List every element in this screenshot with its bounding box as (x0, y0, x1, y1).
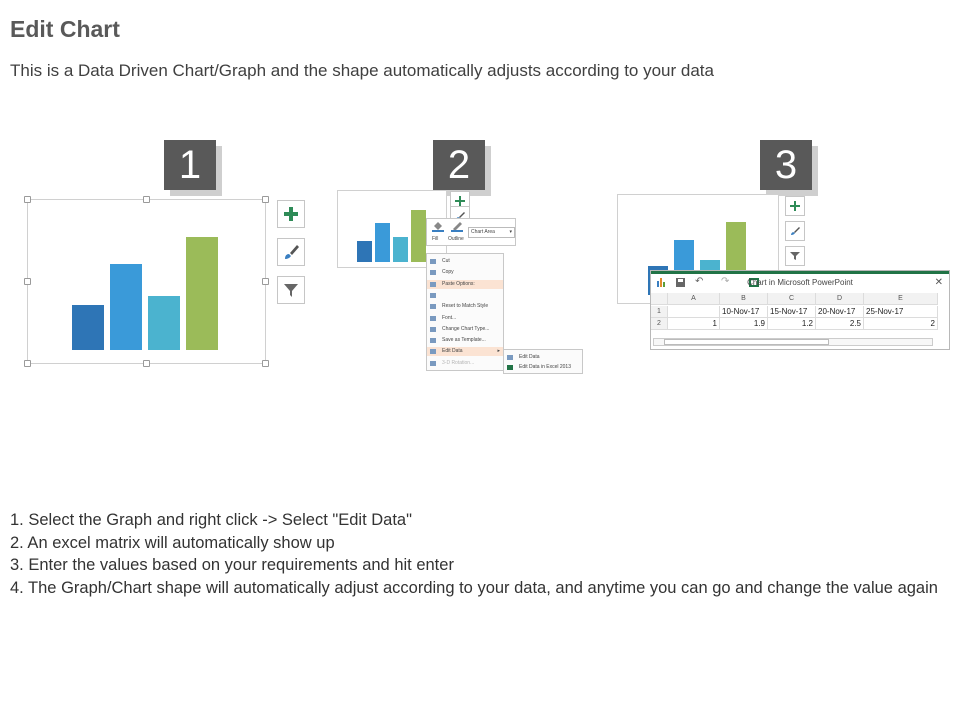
chart-bar[interactable] (411, 210, 426, 262)
plus-icon (283, 206, 299, 222)
menu-item-icon (430, 361, 436, 366)
spreadsheet-cell[interactable]: 2.5 (816, 318, 864, 330)
instruction-step-4: 4. The Graph/Chart shape will automatically adjust according to your data, and anytime you can go and change the value again (10, 578, 938, 597)
menu-item-icon (430, 327, 436, 332)
chart-filter-button[interactable] (785, 246, 805, 266)
spreadsheet-cell[interactable]: 2 (864, 318, 938, 330)
excel-icon (507, 365, 513, 370)
excel-window-title: Chart in Microsoft PowerPoint (747, 278, 853, 287)
page-subtitle: This is a Data Driven Chart/Graph and the shape automatically adjusts according to your data (10, 61, 714, 80)
excel-titlebar (651, 271, 949, 291)
menu-item-label: Copy (442, 269, 454, 276)
step-badge-3: 3 (760, 140, 812, 190)
chart-bar[interactable] (393, 237, 408, 262)
chart-style-button[interactable] (277, 238, 305, 266)
menu-item-label: Change Chart Type... (442, 325, 490, 332)
filter-icon (790, 251, 800, 261)
column-header[interactable]: B (720, 293, 768, 305)
plus-icon (790, 201, 800, 211)
plus-icon (455, 196, 465, 206)
chart-element-dropdown[interactable] (468, 227, 515, 238)
redo-icon[interactable]: ↷ (721, 276, 730, 287)
context-menu-item[interactable] (427, 336, 503, 345)
menu-item-icon (430, 316, 436, 321)
menu-item-icon (430, 304, 436, 309)
fill-label[interactable]: Fill (432, 236, 439, 242)
add-chart-element-button[interactable] (277, 200, 305, 228)
menu-item-label: Font... (442, 314, 457, 321)
submenu-item-edit-in-excel[interactable]: Edit Data in Excel 2013 (504, 363, 582, 372)
add-chart-element-button[interactable] (785, 196, 805, 216)
submenu-item-edit-data[interactable]: Edit Data (504, 353, 582, 362)
context-menu-item[interactable] (427, 291, 503, 300)
menu-item-label: Edit Data (442, 348, 463, 355)
column-header[interactable]: C (768, 293, 816, 305)
spreadsheet-cell[interactable]: 1 (668, 318, 720, 330)
brush-icon (790, 226, 800, 236)
spreadsheet-cell[interactable] (668, 306, 720, 318)
resize-handle[interactable] (143, 196, 150, 203)
resize-handle[interactable] (262, 196, 269, 203)
chevron-down-icon: ▾ (509, 229, 512, 235)
context-menu (426, 253, 504, 371)
step-badge-1: 1 (164, 140, 216, 190)
excel-data-window (650, 270, 950, 350)
context-menu-item[interactable] (427, 280, 503, 289)
step-badge-2: 2 (433, 140, 485, 190)
edit-data-submenu (503, 349, 583, 374)
chart-bar[interactable] (148, 296, 180, 350)
menu-item-label: 3-D Rotation... (442, 359, 475, 366)
resize-handle[interactable] (24, 360, 31, 367)
chart-bar[interactable] (357, 241, 372, 262)
outline-pen-icon (451, 222, 463, 232)
context-menu-item[interactable] (427, 257, 503, 266)
row-header[interactable]: 2 (651, 318, 668, 330)
column-header[interactable]: A (668, 293, 720, 305)
chart-style-button[interactable] (785, 221, 805, 241)
menu-item-icon (430, 270, 436, 275)
menu-item-label: Paste Options: (442, 280, 475, 287)
menu-item-icon (430, 338, 436, 343)
menu-item-label: Save as Template... (442, 337, 486, 344)
chart-bar[interactable] (186, 237, 218, 350)
close-icon[interactable]: ✕ (934, 277, 943, 288)
brush-icon (282, 243, 300, 261)
spreadsheet-cell[interactable]: 25-Nov-17 (864, 306, 938, 318)
select-all-corner[interactable] (651, 293, 668, 305)
scrollbar-thumb[interactable] (664, 339, 829, 345)
menu-item-label: Reset to Match Style (442, 303, 489, 310)
resize-handle[interactable] (24, 196, 31, 203)
menu-item-icon (430, 293, 436, 298)
menu-item-icon (430, 282, 436, 287)
context-menu-item[interactable] (427, 314, 503, 323)
table-icon (507, 355, 513, 360)
fill-bucket-icon (432, 222, 444, 232)
context-menu-item[interactable] (427, 325, 503, 334)
chevron-right-icon: ▸ (497, 348, 500, 355)
spreadsheet-cell[interactable]: 15-Nov-17 (768, 306, 816, 318)
context-menu-item[interactable] (427, 359, 503, 368)
chart-bar[interactable] (110, 264, 142, 350)
outline-label[interactable]: Outline (448, 236, 464, 242)
chart-bar[interactable] (72, 305, 104, 350)
resize-handle[interactable] (24, 278, 31, 285)
instruction-step-1: 1. Select the Graph and right click -> Select "Edit Data" (10, 511, 412, 529)
resize-handle[interactable] (262, 360, 269, 367)
column-header[interactable]: D (816, 293, 864, 305)
dropdown-value: Chart Area (471, 229, 495, 235)
resize-handle[interactable] (262, 278, 269, 285)
instructions-list (10, 509, 945, 599)
context-menu-item[interactable] (427, 347, 503, 356)
instruction-step-3: 3. Enter the values based on your requirements and hit enter (10, 556, 454, 574)
spreadsheet-cell[interactable]: 1.9 (720, 318, 768, 330)
instruction-step-2: 2. An excel matrix will automatically show up (10, 533, 335, 552)
filter-icon (282, 281, 300, 299)
chart-frame-1[interactable] (27, 199, 266, 364)
context-menu-item[interactable] (427, 302, 503, 311)
spreadsheet-cell[interactable]: 1.2 (768, 318, 816, 330)
spreadsheet-cell[interactable]: 20-Nov-17 (816, 306, 864, 318)
context-menu-item[interactable] (427, 268, 503, 277)
chart-filter-button[interactable] (277, 276, 305, 304)
undo-icon[interactable]: ↶ (695, 276, 704, 287)
menu-item-icon (430, 259, 436, 264)
page-title: Edit Chart (10, 16, 120, 42)
spreadsheet-cell[interactable]: 10-Nov-17 (720, 306, 768, 318)
resize-handle[interactable] (143, 360, 150, 367)
format-mini-toolbar (426, 218, 516, 246)
menu-item-icon (430, 349, 436, 354)
menu-item-label: Cut (442, 258, 450, 264)
column-header[interactable]: E (864, 293, 938, 305)
horizontal-scrollbar[interactable] (653, 338, 933, 346)
row-header[interactable]: 1 (651, 306, 668, 318)
chart-bar[interactable] (375, 223, 390, 262)
